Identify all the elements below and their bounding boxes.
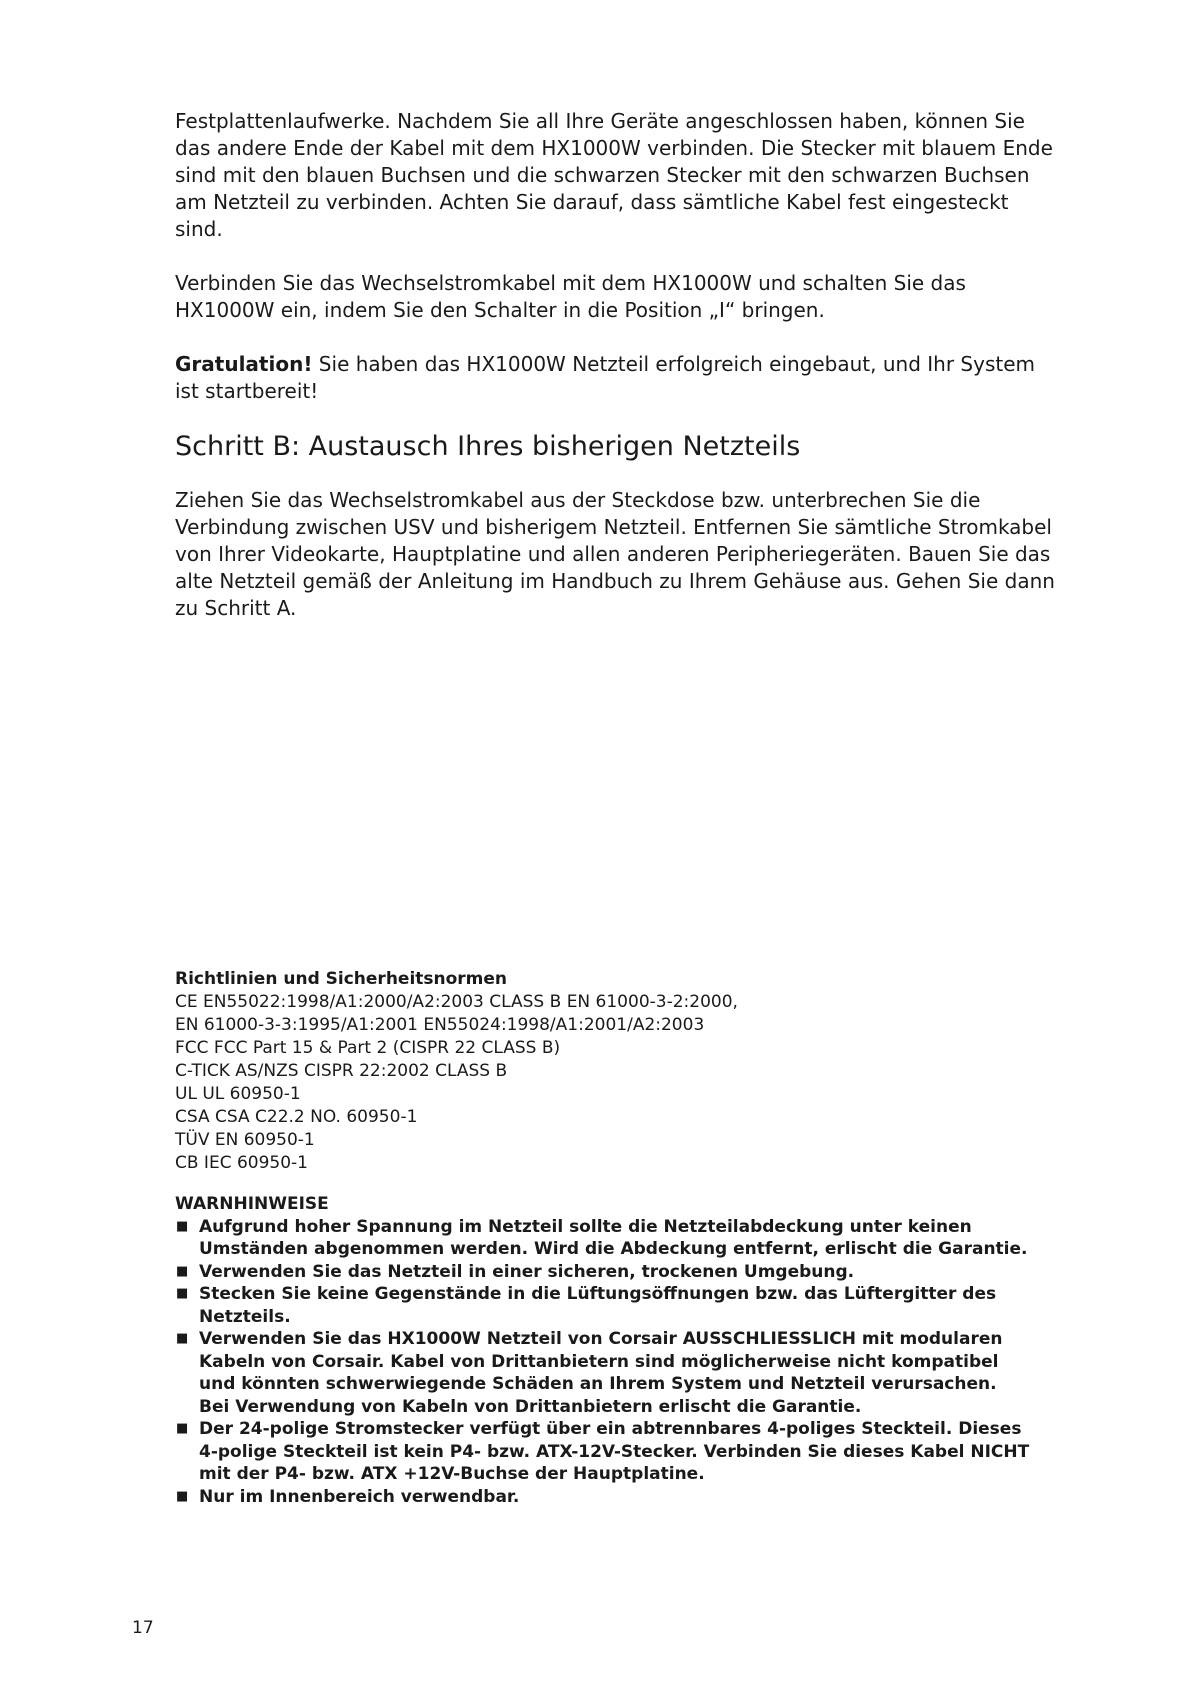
- warnings-list: [175, 1216, 1035, 1509]
- warning-text: Verwenden Sie das Netzteil in einer sicheren, trockenen Umgebung.: [199, 1261, 855, 1282]
- bullet-square-icon: ■: [176, 1263, 189, 1279]
- norms-line: FCC FCC Part 15 & Part 2 (CISPR 22 CLASS B): [175, 1038, 561, 1058]
- norms-line: CB IEC 60950-1: [175, 1153, 308, 1173]
- bullet-square-icon: ■: [176, 1488, 189, 1504]
- warnings-title: WARNHINWEISE: [175, 1194, 329, 1214]
- bullet-square-icon: ■: [176, 1286, 189, 1301]
- paragraph-congratulation: [175, 351, 1055, 405]
- bullet-square-icon: ■: [176, 1331, 189, 1346]
- bullet-square-icon: ■: [176, 1218, 189, 1234]
- norms-line: UL UL 60950-1: [175, 1084, 301, 1104]
- warning-text: Der 24-polige Stromstecker verfügt über ein abtrennbares 4-poliges Steckteil. Dieses 4-polige Steckteil ist kein P4- bzw. ATX-12V-Stecker. Verbinden Sie dieses Kabel NICHT mit der P4- bzw. ATX +12V-Buchse der Hauptplatine.: [199, 1419, 1030, 1484]
- warning-text: Aufgrund hoher Spannung im Netzteil sollte die Netzteilabdeckung unter keinen Umständen abgenommen werden. Wird die Abdeckung entfernt, erlischt die Garantie.: [199, 1216, 1028, 1259]
- norms-line: C-TICK AS/NZS CISPR 22:2002 CLASS B: [175, 1061, 508, 1081]
- warning-item: [175, 1283, 1035, 1328]
- warning-text: Nur im Innenbereich verwendbar.: [199, 1486, 520, 1507]
- warning-text: Stecken Sie keine Gegenstände in die Lüftungsöffnungen bzw. das Lüftergitter des Netzteils.: [199, 1284, 997, 1327]
- warning-item: [175, 1261, 1035, 1284]
- warning-item: [175, 1418, 1035, 1486]
- norms-block: [175, 968, 975, 1175]
- section-b-text: Ziehen Sie das Wechselstromkabel aus der Steckdose bzw. unterbrechen Sie die Verbindung zwischen USV und bisherigem Netzteil. Entfernen Sie sämtliche Stromkabel von Ihrer Videokarte, Hauptplatine und allen anderen Peripheriegeräten. Bauen Sie das alte Netzteil gemäß der Anleitung im Handbuch zu Ihrem Gehäuse aus. Gehen Sie dann zu Schritt A.: [175, 488, 1055, 620]
- warning-item: [175, 1486, 1035, 1509]
- paragraph-connect-cables: Festplattenlaufwerke. Nachdem Sie all Ihre Geräte angeschlossen haben, können Sie das andere Ende der Kabel mit dem HX1000W verbinden. Die Stecker mit blauem Ende sind mit den blauen Buchsen und die schwarzen Stecker mit den schwarzen Buchsen am Netzteil zu verbinden. Achten Sie darauf, dass sämtliche Kabel fest eingesteckt sind.: [175, 109, 1053, 241]
- page-number: 17: [132, 1618, 154, 1638]
- warning-item: [175, 1216, 1035, 1261]
- norms-line: TÜV EN 60950-1: [175, 1130, 315, 1150]
- warning-text-extra: Bei Verwendung von Kabeln von Drittanbietern erlischt die Garantie.: [199, 1396, 862, 1417]
- norms-title: Richtlinien und Sicherheitsnormen: [175, 969, 508, 989]
- warning-text: Verwenden Sie das HX1000W Netzteil von Corsair AUSSCHLIESSLICH mit modularen Kabeln von Corsair. Kabel von Drittanbietern sind möglicherweise nicht kompatibel und könnten schwerwiegende Schäden an Ihrem System und Netzteil verursachen.: [199, 1329, 1003, 1394]
- congratulation-label: Gratulation!: [175, 352, 313, 376]
- warning-item: [175, 1328, 1035, 1418]
- warnings-block: [175, 1193, 1035, 1508]
- paragraph-power-on: Verbinden Sie das Wechselstromkabel mit dem HX1000W und schalten Sie das HX1000W ein, indem Sie den Schalter in die Position „I“ bringen.: [175, 271, 966, 322]
- section-b-heading: Schritt B: Austausch Ihres bisherigen Netzteils: [175, 431, 801, 462]
- norms-line: CE EN55022:1998/A1:2000/A2:2003 CLASS B EN 61000-3-2:2000,: [175, 992, 738, 1012]
- norms-line: CSA CSA C22.2 NO. 60950-1: [175, 1107, 418, 1127]
- bullet-square-icon: ■: [176, 1421, 189, 1436]
- norms-line: EN 61000-3-3:1995/A1:2001 EN55024:1998/A1:2001/A2:2003: [175, 1015, 705, 1035]
- congratulation-text: Sie haben das HX1000W Netzteil erfolgreich eingebaut, und Ihr System ist startbereit!: [175, 352, 1036, 403]
